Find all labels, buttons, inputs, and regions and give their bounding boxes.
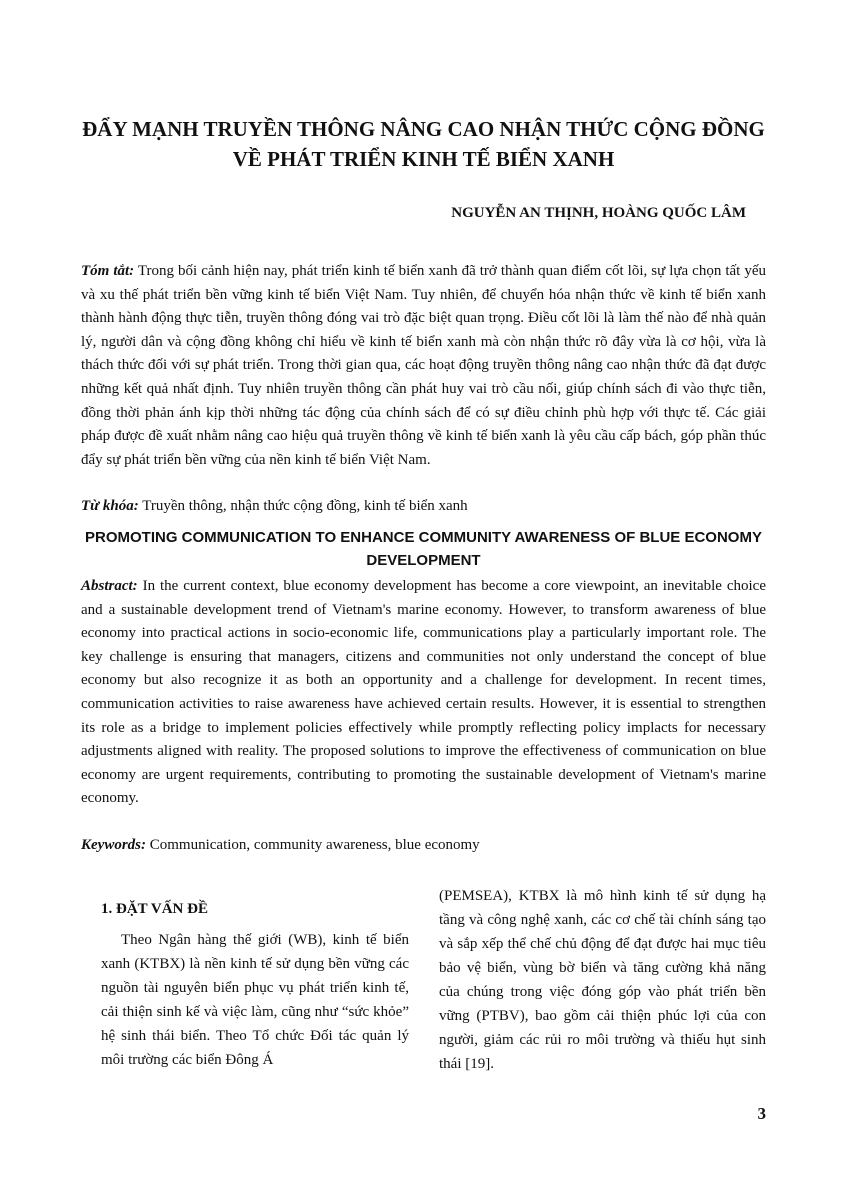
abstract-vi-label: Tóm tắt: (81, 263, 135, 279)
left-column-paragraph (101, 928, 409, 1072)
left-column-text: Theo Ngân hàng thế giới (WB), kinh tế biển xanh (KTBX) là nền kinh tế sử dụng bền vững các nguồn tài nguyên biển phục vụ phát triển kinh tế, cải thiện sinh kế và việc làm, cũng như “sức khỏe” hệ sinh thái biển. Theo Tổ chức Đối tác quản lý môi trường các biển Đông Á (101, 932, 409, 1068)
abstract-en-label: Abstract: (81, 578, 138, 594)
english-title: PROMOTING COMMUNICATION TO ENHANCE COMMUNITY AWARENESS OF BLUE ECONOMY DEVELOPMENT (85, 529, 762, 569)
keywords-vi-text: Truyền thông, nhận thức cộng đồng, kinh tế biển xanh (138, 498, 468, 514)
authors: NGUYỄN AN THỊNH, HOÀNG QUỐC LÂM (451, 205, 746, 221)
left-column (101, 897, 409, 1072)
keywords-en-label: Keywords: (81, 837, 146, 853)
abstract-vi-text: Trong bối cảnh hiện nay, phát triển kinh tế biển xanh đã trở thành quan điểm cốt lõi, sự lựa chọn tất yếu và xu thế phát triển bền vững kinh tế biển Việt Nam. Tuy nhiên, để chuyển hóa nhận thức về kinh tế biển xanh thành hành động thực tiễn, truyền thông đóng vai trò đặc biệt quan trọng. Điều cốt lõi là làm thế nào để nhà quản lý, người dân và cộng đồng không chỉ hiểu về kinh tế biển xanh mà còn nhận thức rõ đây vừa là cơ hội, vừa là thách thức đối với sự phát triển. Trong thời gian qua, các hoạt động truyền thông nâng cao nhận thức đã đạt được những kết quả nhất định. Tuy nhiên truyền thông cần phát huy vai trò cầu nối, giúp chính sách đi vào thực tiễn, đồng thời phản ánh kịp thời những tác động của chính sách để có sự điều chỉnh phù hợp với thực tế. Các giải pháp được đề xuất nhằm nâng cao hiệu quả truyền thông về kinh tế biển xanh là yêu cầu cấp bách, góp phần thúc đẩy sự phát triển bền vững của nền kinh tế biển Việt Nam. (81, 263, 766, 468)
abstract-vi (81, 260, 766, 472)
keywords-en-text: Communication, community awareness, blue economy (146, 837, 480, 853)
keywords-en (81, 834, 766, 857)
article-title: ĐẨY MẠNH TRUYỀN THÔNG NÂNG CAO NHẬN THỨC CỘNG ĐỒNG VỀ PHÁT TRIỂN KINH TẾ BIỂN XANH (82, 117, 765, 171)
page-number: 3 (757, 1104, 766, 1123)
keywords-vi (81, 495, 766, 518)
keywords-vi-label: Từ khóa: (81, 498, 139, 514)
right-column-paragraph: (PEMSEA), KTBX là mô hình kinh tế sử dụng hạ tầng và công nghệ xanh, các cơ chế tài chính sáng tạo và sắp xếp thể chế chủ động để đạt được hai mục tiêu bảo vệ biển, vùng bờ biển và tăng cường khả năng của chúng trong việc đóng góp vào phát triển bền vững (PTBV), bao gồm cải thiện phúc lợi của con người, giảm các rủi ro môi trường và thiếu hụt sinh thái [19]. (439, 888, 766, 1072)
section-heading: 1. ĐẶT VẤN ĐỀ (101, 901, 208, 917)
abstract-en-text: In the current context, blue economy development has become a core viewpoint, an inevitable choice and a sustainable development trend of Vietnam's marine economy. However, to transform awareness of blue economy into practical actions in socio-economic life, communications play a particularly important role. The key challenge is ensuring that managers, citizens and communities not only understand the concept of blue economy but also recognize it as both an opportunity and a challenge for development. In recent times, communication activities to raise awareness have achieved certain results. However, it is essential to strengthen its role as a bridge to implement policies effectively while promptly reflecting policy implacts for necessary adjustments aligned with reality. The proposed solutions to improve the effectiveness of communication on blue economy are urgent requirements, contributing to promoting the sustainable development of Vietnam's marine economy. (81, 578, 766, 807)
abstract-en (81, 575, 766, 811)
